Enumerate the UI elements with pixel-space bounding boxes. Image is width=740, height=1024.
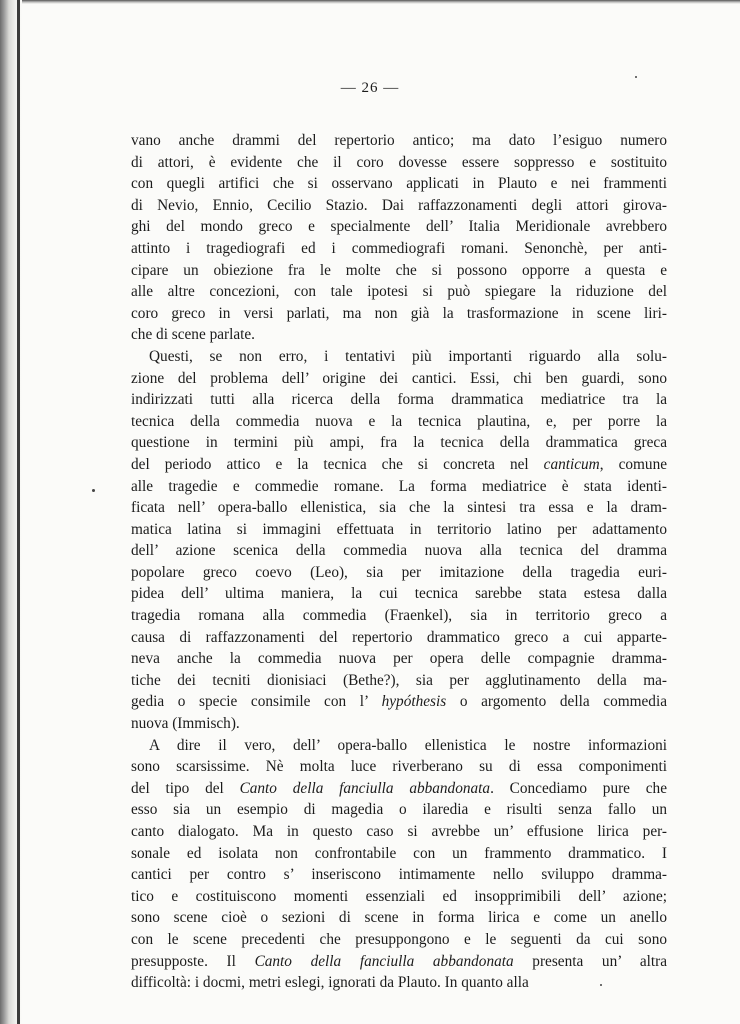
text-line: alle tragedie e commedie romane. La forma mediatrice è stata identi- (131, 477, 667, 495)
body-text (131, 130, 667, 994)
text-line: questione in termini più ampi, fra la tecnica della drammatica greca (131, 434, 667, 452)
text-line: con le scene precedenti che presuppongono e le seguenti da cui sono (131, 930, 667, 948)
ink-speck (92, 489, 95, 492)
text-line: difficoltà: i docmi, metri eslegi, ignorati da Plauto. In quanto alla (131, 974, 529, 992)
text-line: sono scene cioè o sezioni di scene in forma lirica e come un anello (131, 909, 667, 927)
text-line: matica latina si immagini effettuata in territorio latino per adattamento (131, 520, 667, 538)
text-line: cipare un obiezione fra le molte che si possono opporre a questa e (131, 261, 667, 279)
text-line: vano anche drammi del repertorio antico; ma dato l’esiguo numero (131, 132, 667, 149)
text-line: tico e costituiscono momenti essenziali ed insopprimibili dell’ azione; (131, 887, 667, 905)
text-line: tecnica della commedia nuova e la tecnica plautina, e, per porre la (131, 412, 667, 430)
text-line: zione del problema dell’ origine dei cantici. Essi, chi ben guardi, sono (131, 369, 667, 387)
text-line: sono scarsissime. Nè molta luce riverberano su di essa componimenti (131, 758, 667, 776)
text-line: del periodo attico e la tecnica che si concreta nel canticum, comune (131, 455, 667, 473)
text-line: neva anche la commedia nuova per opera delle compagnie dramma- (131, 650, 667, 668)
text-line: di attori, è evidente che il coro dovesse essere soppresso e sostituito (131, 153, 667, 171)
text-line: del tipo del Canto della fanciulla abbandonata. Concediamo pure che (131, 779, 667, 797)
text-line: tiche dei tecniti dionisiaci (Bethe?), sia per agglutinamento della ma- (131, 671, 667, 689)
text-line: A dire il vero, dell’ opera-ballo ellenistica le nostre informazioni (149, 736, 667, 754)
text-line: presupposte. Il Canto della fanciulla abbandonata presenta un’ altra (131, 952, 667, 970)
text-line: esso sia un esempio di magedia o ilaredia e risulti senza fallo un (131, 801, 667, 819)
ink-speck (600, 984, 602, 986)
text-line: canto dialogato. Ma in questo caso si avrebbe un’ effusione lirica per- (131, 823, 667, 840)
text-line: dell’ azione scenica della commedia nuova alla tecnica del dramma (131, 542, 667, 560)
page-number: — 26 — (340, 80, 400, 96)
text-line: causa di raffazzonamenti del repertorio drammatico greco a cui apparte- (131, 628, 667, 646)
paragraph (131, 735, 667, 994)
paragraph (131, 346, 667, 735)
text-line: ficata nell’ opera-ballo ellenistica, sia che la sintesi tra essa e la dram- (131, 499, 667, 517)
text-line: sonale ed isolata non confrontabile con un frammento drammatico. I (131, 844, 667, 862)
text-line: tragedia romana alla commedia (Fraenkel), sia in territorio greco a (131, 607, 667, 625)
ink-speck (635, 76, 637, 78)
text-line: gedia o specie consimile con l’ hypóthesis o argomento della commedia (131, 693, 667, 711)
text-line: popolare greco coevo (Leo), sia per imitazione della tragedia euri- (131, 563, 667, 581)
text-line: ghi del mondo greco e specialmente dell’ Italia Meridionale avrebbero (131, 218, 667, 236)
text-line: cantici per contro s’ inseriscono intimamente nello sviluppo dramma- (131, 866, 667, 884)
text-line: pidea dell’ ultima maniera, la cui tecnica sarebbe stata estesa dalla (131, 585, 667, 603)
text-line: attinto i tragediografi ed i commediografi romani. Senonchè, per anti- (131, 239, 667, 257)
text-line: di Nevio, Ennio, Cecilio Stazio. Dai raffazzonamenti degli attori girova- (131, 196, 667, 214)
text-line: coro greco in versi parlati, ma non già la trasformazione in scene liri- (131, 304, 667, 322)
binding-line (17, 0, 20, 1024)
text-line: con quegli artifici che si osservano applicati in Plauto e nei frammenti (131, 175, 667, 193)
text-line: alle altre concezioni, con tale ipotesi si può spiegare la riduzione del (131, 283, 667, 301)
text-line: nuova (Immisch). (131, 715, 240, 733)
paragraph (131, 130, 667, 346)
page-top-edge (0, 0, 740, 4)
text-line: che di scene parlate. (131, 326, 256, 344)
text-line: indirizzati tutti alla ricerca della forma drammatica mediatrice tra la (131, 391, 667, 409)
text-line: Questi, se non erro, i tentativi più importanti riguardo alla solu- (149, 347, 667, 365)
